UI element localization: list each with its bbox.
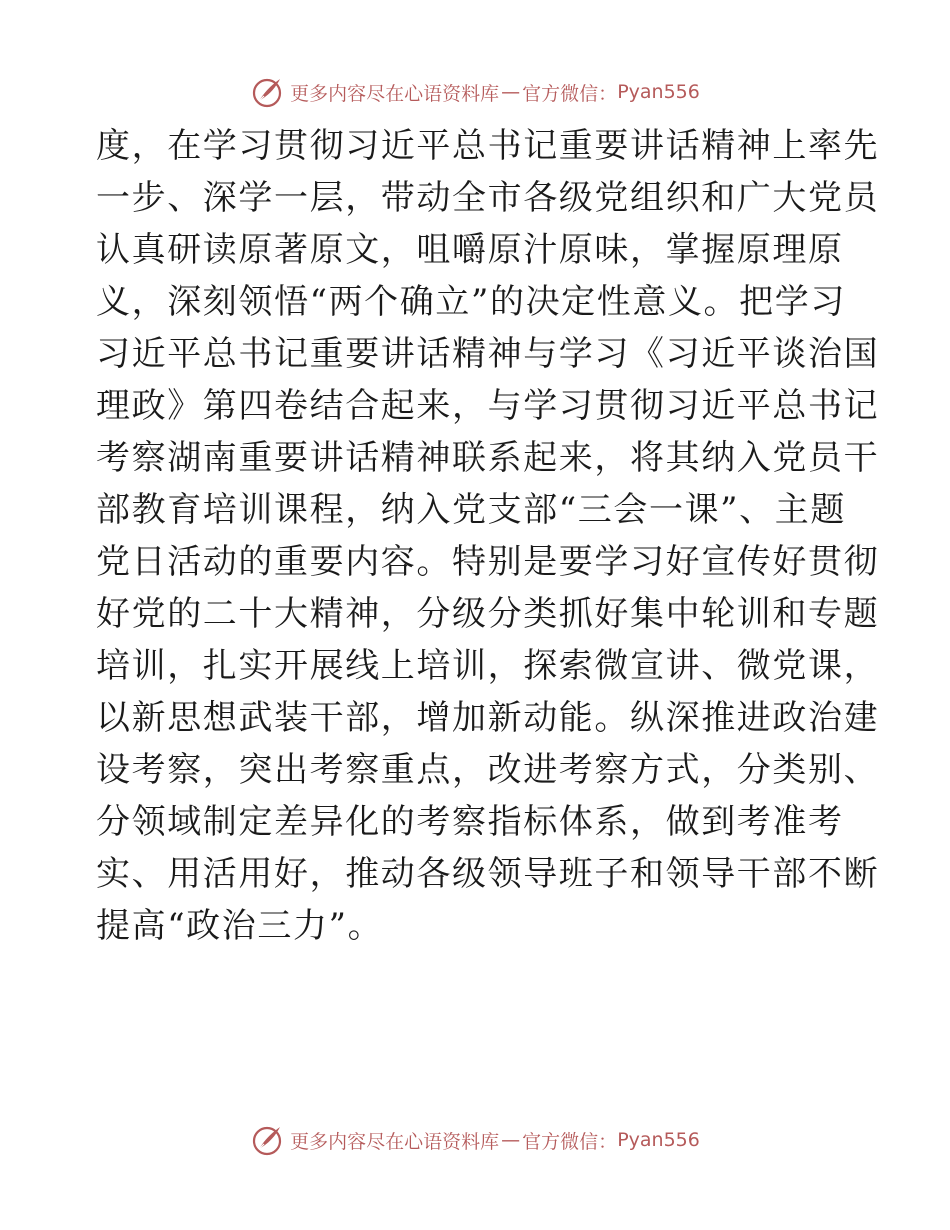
watermark-separator: — — [501, 81, 521, 103]
text-line: 部教育培训课程，纳入党支部“三会一课”、主题 — [96, 490, 846, 530]
feather-pen-circle-icon — [250, 1123, 284, 1157]
text-line: 分领域制定差异化的考察指标体系，做到考准考 — [96, 802, 844, 842]
watermark-text: 更多内容尽在心语资料库 — [290, 1130, 500, 1153]
text-line: 党日活动的重要内容。特别是要学习好宣传好贯彻 — [96, 542, 880, 582]
watermark-account: Pyan556 — [617, 81, 700, 103]
text-line: 度，在学习贯彻习近平总书记重要讲话精神上率先 — [96, 126, 880, 166]
watermark-account: Pyan556 — [617, 1129, 700, 1151]
text-line: 认真研读原著原文，咀嚼原汁原味，掌握原理原 — [96, 230, 844, 270]
watermark-separator: — — [501, 1129, 521, 1151]
text-line: 义，深刻领悟“两个确立”的决定性意义。把学习 — [96, 282, 846, 322]
header-watermark — [0, 74, 950, 110]
watermark-official-label: 官方微信： — [522, 82, 618, 105]
text-line: 习近平总书记重要讲话精神与学习《习近平谈治国 — [96, 334, 880, 374]
text-line: 好党的二十大精神，分级分类抓好集中轮训和专题 — [96, 594, 880, 634]
feather-pen-circle-icon — [250, 75, 284, 109]
document-paragraph — [96, 120, 880, 952]
text-line: 培训，扎实开展线上培训，探索微宣讲、微党课， — [96, 646, 880, 686]
text-line: 理政》第四卷结合起来，与学习贯彻习近平总书记 — [96, 386, 880, 426]
watermark-text: 更多内容尽在心语资料库 — [290, 82, 500, 105]
footer-watermark — [0, 1122, 950, 1158]
text-line: 考察湖南重要讲话精神联系起来，将其纳入党员干 — [96, 438, 880, 478]
text-line: 一步、深学一层，带动全市各级党组织和广大党员 — [96, 178, 880, 218]
text-line: 以新思想武装干部，增加新动能。纵深推进政治建 — [96, 698, 880, 738]
text-line: 实、用活用好，推动各级领导班子和领导干部不断 — [96, 854, 880, 894]
watermark-official-label: 官方微信： — [522, 1130, 618, 1153]
text-line: 提高“政治三力”。 — [96, 906, 384, 946]
text-line: 设考察，突出考察重点，改进考察方式，分类别、 — [96, 750, 880, 790]
